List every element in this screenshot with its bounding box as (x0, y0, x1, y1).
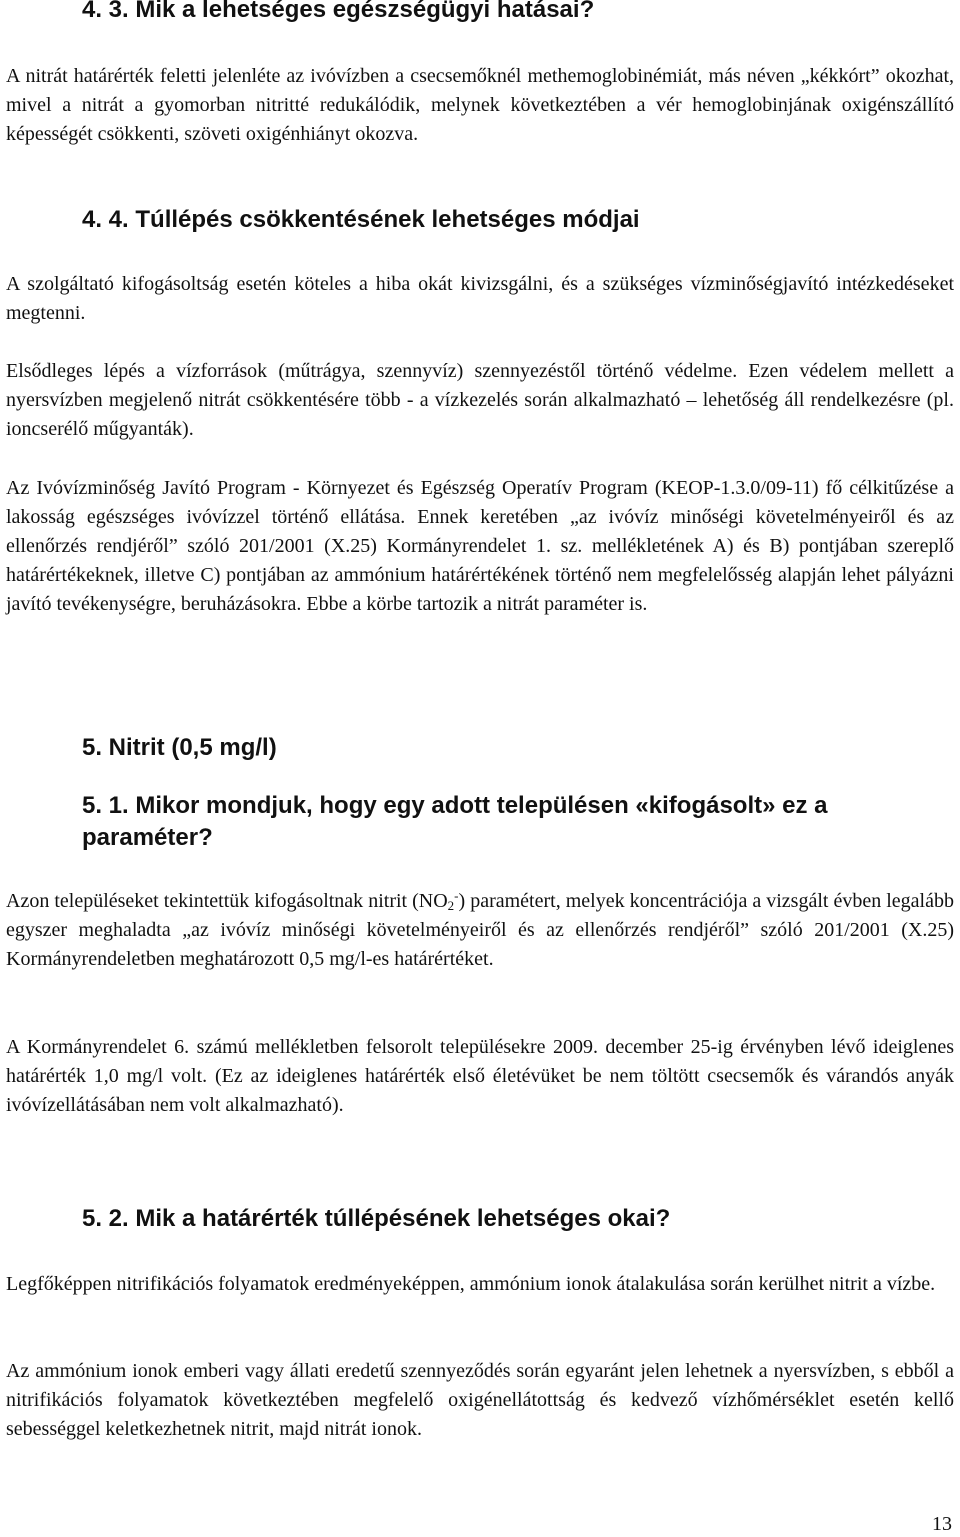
heading-5-2: 5. 2. Mik a határérték túllépésének lehetséges okai? (82, 1205, 671, 1232)
heading-4-3: 4. 3. Mik a lehetséges egészségügyi hatásai? (82, 0, 595, 23)
heading-5-nitrit: 5. Nitrit (0,5 mg/l) (82, 734, 277, 761)
nitrit-text-end: ) paramétert, melyek koncentrációja a vizsgált évben legalább egyszer meghaladta „az ivóvíz minőségi követelményeiről és az ellenőrzés rendjéről” szóló 201/2001 (X.25) Kormányrendeletben meghatározott 0,5 mg/l-es határértéket. (6, 890, 954, 970)
paragraph-nitrification: Legfőképpen nitrifikációs folyamatok eredményeképpen, ammónium ionok átalakulása során kerülhet nitrit a vízbe. (6, 1273, 936, 1295)
paragraph-keop-program: Az Ivóvízminőség Javító Program - Környezet és Egészség Operatív Program (KEOP-1.3.0/09-11) fő célkitűzése a lakosság egészséges ivóvízzel történő ellátása. Ennek keretében „az ivóvíz minőségi követelményeiről és az ellenőrzés rendjéről” szóló 201/2001 (X.25) Kormányrendelet 1. sz. mellékletének A) és B) pontjában szereplő határértékeknek, illetve C) pontjában az ammónium határértékének történő nem megfelelősség alapján lehet pályázni javító tevékenységre, beruházásokra. Ebbe a körbe tartozik a nitrát paraméter is. (6, 477, 954, 615)
page-number: 13 (932, 1513, 952, 1535)
nitrit-text-start: Azon településeket tekintettük kifogásoltnak nitrit (NO (6, 890, 448, 912)
paragraph-primary-step: Elsődleges lépés a vízforrások (műtrágya, szennyvíz) szennyezéstől történő védelme. Ezen védelem mellett a nyersvízben megjelenő nitrát csökkentésére több - a vízkezelés során alkalmazható – lehetőség áll rendelkezésre (pl. ioncserélő műgyanták). (6, 360, 954, 440)
paragraph-provider-duty: A szolgáltató kifogásoltság esetén köteles a hiba okát kivizsgálni, és a szükséges vízminőségjavító intézkedéseket megtenni. (6, 273, 954, 324)
paragraph-health-effects: A nitrát határérték feletti jelenléte az ivóvízben a csecsemőknél methemoglobinémiát, más néven „kékkórt” okozhat, mivel a nitrát a gyomorban nitritté redukálódik, melynek következtében a vér hemoglobinjának oxigénszállító képességét csökkenti, szöveti oxigénhiányt okozva. (6, 65, 954, 145)
paragraph-ammonium-ions: Az ammónium ionok emberi vagy állati eredetű szennyeződés során egyaránt jelen lehetnek a nyersvízben, s ebből a nitrifikációs folyamatok következtében megfelelő oxigénellátottság és kedvező vízhőmérséklet esetén kellő sebességgel keletkezhetnek nitrit, majd nitrát ionok. (6, 1360, 954, 1440)
heading-4-4: 4. 4. Túllépés csökkentésének lehetséges módjai (82, 206, 640, 233)
nitrit-superscript: - (454, 888, 459, 903)
nitrit-subscript: 2 (447, 898, 455, 913)
heading-5-1: 5. 1. Mikor mondjuk, hogy egy adott településen «kifogásolt» ez a paraméter? (82, 792, 828, 851)
paragraph-nitrit-definition (6, 887, 954, 974)
paragraph-temporary-limit: A Kormányrendelet 6. számú mellékletben felsorolt településekre 2009. december 25-ig érvényben lévő ideiglenes határérték 1,0 mg/l volt. (Ez az ideiglenes határérték első életévüket be nem töltött csecsemők és várandós anyák ivóvízellátásában nem volt alkalmazható). (6, 1036, 954, 1116)
